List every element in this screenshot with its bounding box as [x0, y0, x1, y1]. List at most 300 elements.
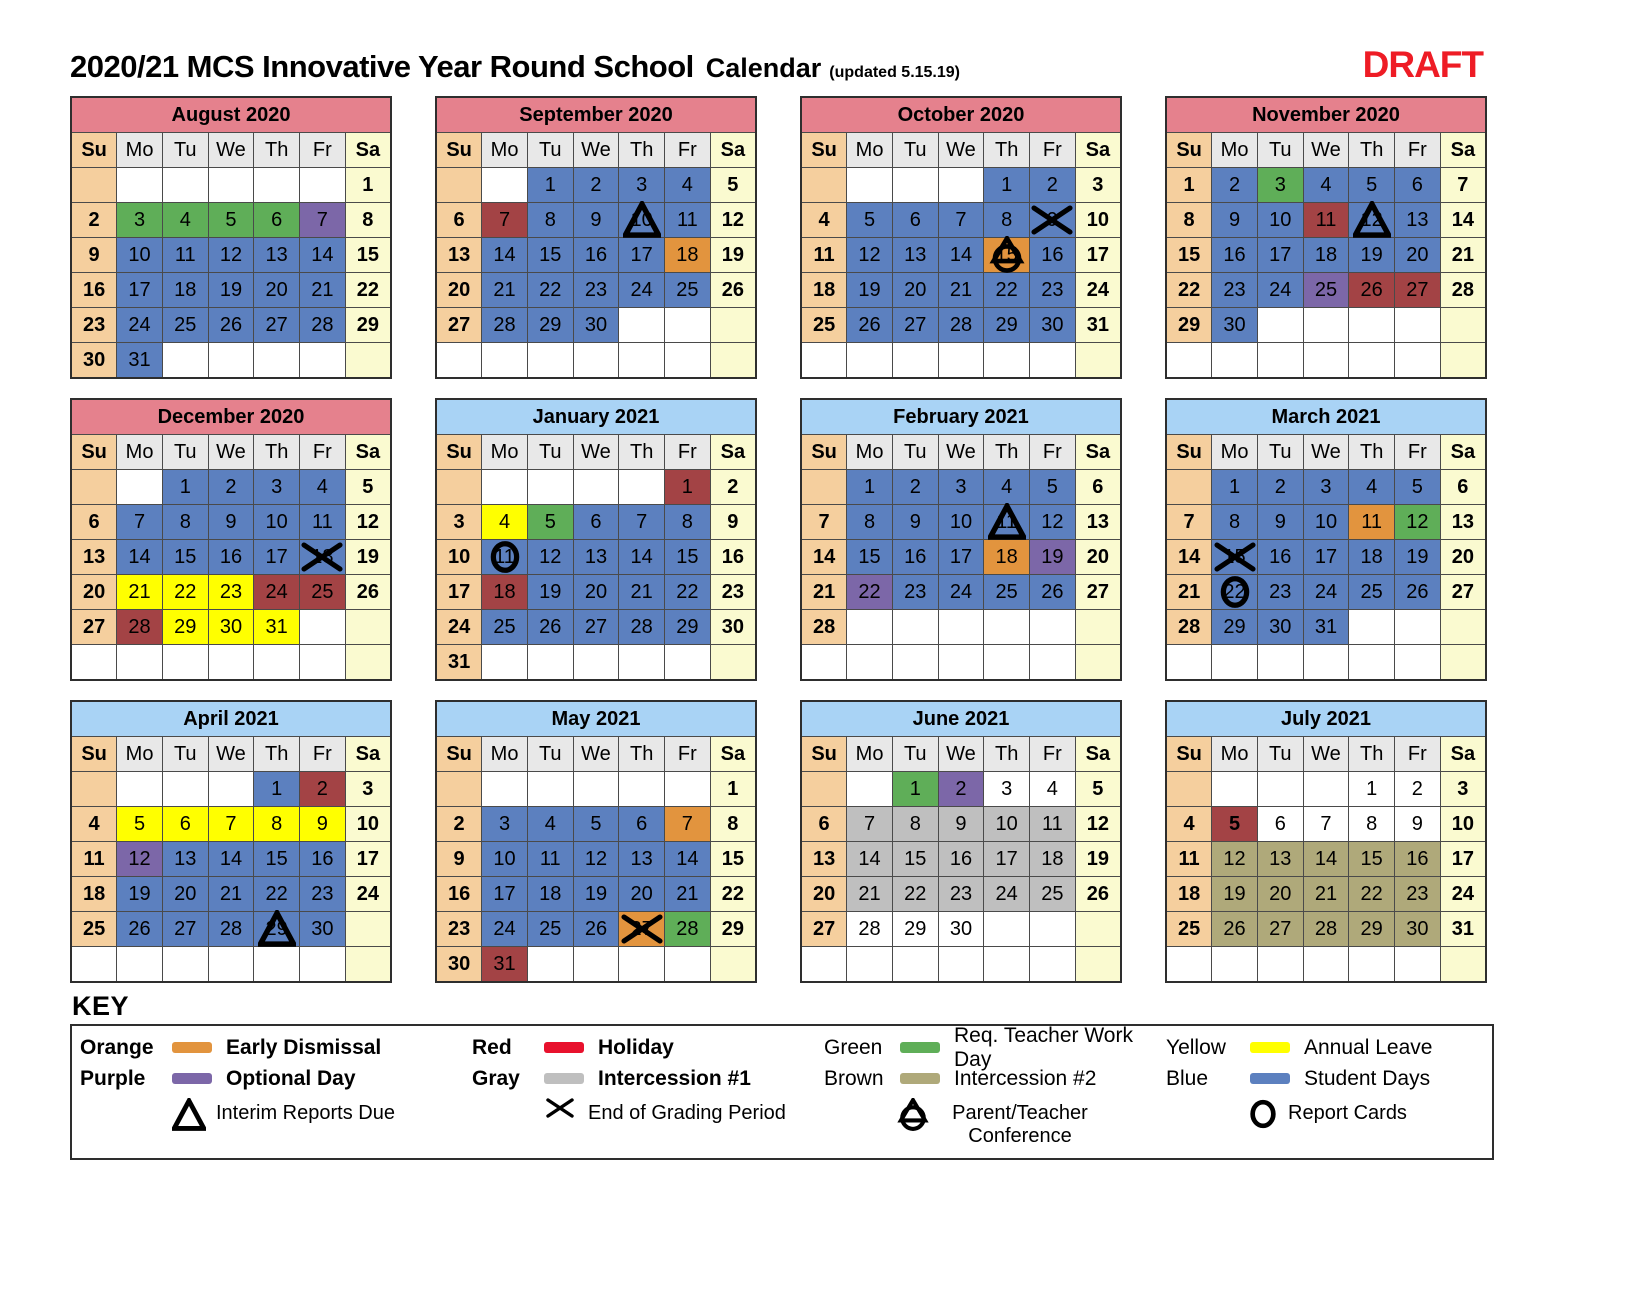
day-cell: [1395, 343, 1441, 379]
weekday-header-th: Th: [619, 435, 665, 470]
day-cell: 10: [436, 540, 482, 575]
day-cell: 29: [527, 308, 573, 343]
day-cell: 29: [984, 308, 1030, 343]
day-cell: [71, 168, 117, 203]
day-cell: 25: [300, 575, 346, 610]
day-cell: [938, 343, 984, 379]
weekday-header-fr: Fr: [300, 737, 346, 772]
day-cell: [1395, 947, 1441, 983]
day-cell: 19: [573, 877, 619, 912]
day-cell: 20: [1440, 540, 1486, 575]
weekday-header-tu: Tu: [162, 133, 208, 168]
day-cell: [208, 645, 254, 681]
day-cell: 23: [938, 877, 984, 912]
key-color-name: Red: [472, 1035, 512, 1059]
day-cell: 23: [436, 912, 482, 947]
day-cell: 12: [1030, 505, 1076, 540]
day-cell: [436, 168, 482, 203]
month-august-2020: [70, 96, 392, 379]
day-cell: 25: [527, 912, 573, 947]
key-color-swatch: [900, 1042, 940, 1053]
day-cell: 28: [482, 308, 528, 343]
day-cell: 4: [1166, 807, 1212, 842]
day-cell: 10: [984, 807, 1030, 842]
weekday-header-we: We: [1303, 435, 1349, 470]
day-cell: [482, 168, 528, 203]
day-cell: [345, 912, 391, 947]
day-cell: 3: [1440, 772, 1486, 807]
day-cell: 19: [1075, 842, 1121, 877]
day-cell: [208, 343, 254, 379]
day-cell: 28: [1303, 912, 1349, 947]
day-cell: 9: [71, 238, 117, 273]
day-cell: [984, 343, 1030, 379]
day-cell: 19: [117, 877, 163, 912]
day-cell: 18: [1349, 540, 1395, 575]
day-cell: 21: [1440, 238, 1486, 273]
day-cell: 7: [665, 807, 711, 842]
day-cell: 26: [1212, 912, 1258, 947]
day-cell: 31: [482, 947, 528, 983]
month-title: March 2021: [1166, 399, 1486, 435]
month-title: November 2020: [1166, 97, 1486, 133]
day-cell: [436, 470, 482, 505]
day-cell: 1: [1212, 470, 1258, 505]
day-cell: [665, 947, 711, 983]
day-cell: [208, 168, 254, 203]
day-cell: 18: [984, 540, 1030, 575]
day-cell: 18: [1303, 238, 1349, 273]
day-cell: [1030, 645, 1076, 681]
day-cell: 23: [892, 575, 938, 610]
weekday-header-mo: Mo: [1212, 435, 1258, 470]
key-label: Intercession #1: [598, 1066, 751, 1090]
day-cell: [482, 343, 528, 379]
day-cell: [254, 343, 300, 379]
day-cell: [254, 645, 300, 681]
day-cell: [1349, 343, 1395, 379]
day-cell: 3: [345, 772, 391, 807]
day-cell: [71, 645, 117, 681]
day-cell: 20: [1075, 540, 1121, 575]
weekday-header-mo: Mo: [1212, 737, 1258, 772]
day-cell: [801, 947, 847, 983]
day-cell: 12: [1349, 203, 1395, 238]
day-cell: 12: [710, 203, 756, 238]
day-cell: 6: [162, 807, 208, 842]
day-cell: [1030, 610, 1076, 645]
day-cell: 28: [938, 308, 984, 343]
weekday-header-fr: Fr: [1030, 435, 1076, 470]
day-cell: 31: [117, 343, 163, 379]
day-cell: 12: [1395, 505, 1441, 540]
day-cell: 15: [847, 540, 893, 575]
key-item-annual-leave: [1158, 1032, 1488, 1063]
month-october-2020: [800, 96, 1122, 379]
day-cell: 7: [1166, 505, 1212, 540]
day-cell: [573, 645, 619, 681]
day-cell: 22: [345, 273, 391, 308]
day-cell: 27: [254, 308, 300, 343]
month-may-2021: [435, 700, 757, 983]
day-cell: 21: [300, 273, 346, 308]
weekday-header-sa: Sa: [710, 133, 756, 168]
day-cell: 11: [801, 238, 847, 273]
day-cell: 14: [847, 842, 893, 877]
weekday-header-tu: Tu: [892, 737, 938, 772]
day-cell: 9: [938, 807, 984, 842]
day-cell: 23: [71, 308, 117, 343]
day-cell: 5: [1212, 807, 1258, 842]
day-cell: [117, 470, 163, 505]
key-color-name: Purple: [80, 1066, 146, 1090]
day-cell: 8: [254, 807, 300, 842]
day-cell: 21: [1166, 575, 1212, 610]
day-cell: [710, 343, 756, 379]
day-cell: 23: [1030, 273, 1076, 308]
day-cell: 29: [892, 912, 938, 947]
key-color-name: Green: [824, 1035, 883, 1059]
day-cell: 8: [892, 807, 938, 842]
day-cell: 20: [801, 877, 847, 912]
key-label: Early Dismissal: [226, 1035, 382, 1059]
month-title: July 2021: [1166, 701, 1486, 737]
weekday-header-th: Th: [984, 737, 1030, 772]
weekday-header-mo: Mo: [482, 435, 528, 470]
key-color-name: Blue: [1166, 1066, 1209, 1090]
key-label: Student Days: [1304, 1066, 1431, 1090]
weekday-header-tu: Tu: [162, 435, 208, 470]
day-cell: 11: [1166, 842, 1212, 877]
weekday-header-tu: Tu: [892, 435, 938, 470]
day-cell: 27: [801, 912, 847, 947]
day-cell: 17: [1303, 540, 1349, 575]
day-cell: 15: [345, 238, 391, 273]
day-cell: 4: [984, 470, 1030, 505]
day-cell: 14: [1303, 842, 1349, 877]
weekday-header-th: Th: [1349, 737, 1395, 772]
day-cell: 14: [1440, 203, 1486, 238]
day-cell: 18: [665, 238, 711, 273]
day-cell: [1075, 912, 1121, 947]
day-cell: 28: [665, 912, 711, 947]
day-cell: 8: [1166, 203, 1212, 238]
day-cell: 12: [208, 238, 254, 273]
weekday-header-we: We: [573, 435, 619, 470]
day-cell: [892, 610, 938, 645]
day-cell: 16: [938, 842, 984, 877]
day-cell: 13: [1440, 505, 1486, 540]
key-color-swatch: [544, 1073, 584, 1084]
end-of-grading-icon: [542, 1098, 578, 1118]
day-cell: 19: [1395, 540, 1441, 575]
day-cell: 13: [892, 238, 938, 273]
key-column: [816, 1023, 1158, 1158]
day-cell: [847, 343, 893, 379]
month-february-2021: [800, 398, 1122, 681]
day-cell: 15: [162, 540, 208, 575]
weekday-header-fr: Fr: [1395, 435, 1441, 470]
day-cell: 23: [1257, 575, 1303, 610]
weekday-header-su: Su: [436, 133, 482, 168]
day-cell: 31: [254, 610, 300, 645]
day-cell: 11: [1303, 203, 1349, 238]
day-cell: 19: [847, 273, 893, 308]
day-cell: [573, 947, 619, 983]
day-cell: 21: [938, 273, 984, 308]
day-cell: [300, 645, 346, 681]
day-cell: 16: [710, 540, 756, 575]
day-cell: 17: [984, 842, 1030, 877]
day-cell: 20: [1257, 877, 1303, 912]
month-march-2021: [1165, 398, 1487, 681]
day-cell: [573, 343, 619, 379]
day-cell: 17: [1075, 238, 1121, 273]
day-cell: [801, 343, 847, 379]
day-cell: [1166, 343, 1212, 379]
day-cell: 12: [847, 238, 893, 273]
month-november-2020: [1165, 96, 1487, 379]
weekday-header-sa: Sa: [345, 737, 391, 772]
month-july-2021: [1165, 700, 1487, 983]
day-cell: 31: [1440, 912, 1486, 947]
day-cell: 3: [938, 470, 984, 505]
weekday-header-tu: Tu: [1257, 133, 1303, 168]
day-cell: 28: [300, 308, 346, 343]
weekday-header-fr: Fr: [300, 133, 346, 168]
weekday-header-we: We: [938, 133, 984, 168]
day-cell: 9: [892, 505, 938, 540]
day-cell: 3: [984, 772, 1030, 807]
day-cell: 28: [847, 912, 893, 947]
day-cell: 18: [482, 575, 528, 610]
weekday-header-we: We: [573, 737, 619, 772]
day-cell: [984, 912, 1030, 947]
day-cell: 7: [938, 203, 984, 238]
interim-reports-icon: [172, 1098, 206, 1132]
day-cell: 17: [1257, 238, 1303, 273]
day-cell: [117, 772, 163, 807]
day-cell: 8: [710, 807, 756, 842]
day-cell: 25: [71, 912, 117, 947]
day-cell: [254, 168, 300, 203]
day-cell: 14: [938, 238, 984, 273]
weekday-header-fr: Fr: [665, 737, 711, 772]
day-cell: 16: [1257, 540, 1303, 575]
day-cell: [984, 645, 1030, 681]
day-cell: [1166, 645, 1212, 681]
day-cell: [665, 772, 711, 807]
month-title: May 2021: [436, 701, 756, 737]
day-cell: 27: [573, 610, 619, 645]
day-cell: 29: [1166, 308, 1212, 343]
day-cell: 1: [1349, 772, 1395, 807]
day-cell: 8: [984, 203, 1030, 238]
day-cell: [665, 645, 711, 681]
day-cell: [300, 343, 346, 379]
day-cell: [527, 947, 573, 983]
day-cell: [1395, 610, 1441, 645]
day-cell: [345, 645, 391, 681]
day-cell: 28: [117, 610, 163, 645]
day-cell: 11: [1349, 505, 1395, 540]
day-cell: [117, 168, 163, 203]
day-cell: 3: [1257, 168, 1303, 203]
day-cell: 16: [1212, 238, 1258, 273]
day-cell: 18: [1166, 877, 1212, 912]
day-cell: 27: [1440, 575, 1486, 610]
day-cell: [300, 610, 346, 645]
day-cell: 6: [1257, 807, 1303, 842]
day-cell: 15: [665, 540, 711, 575]
day-cell: 11: [527, 842, 573, 877]
weekday-header-su: Su: [801, 737, 847, 772]
day-cell: 1: [162, 470, 208, 505]
day-cell: 27: [436, 308, 482, 343]
day-cell: 16: [573, 238, 619, 273]
day-cell: 15: [1349, 842, 1395, 877]
day-cell: [300, 168, 346, 203]
day-cell: [117, 645, 163, 681]
day-cell: [1257, 308, 1303, 343]
day-cell: 11: [984, 505, 1030, 540]
day-cell: 27: [71, 610, 117, 645]
month-title: April 2021: [71, 701, 391, 737]
day-cell: 25: [482, 610, 528, 645]
day-cell: 17: [345, 842, 391, 877]
day-cell: [436, 343, 482, 379]
weekday-header-mo: Mo: [482, 133, 528, 168]
day-cell: [1303, 772, 1349, 807]
weekday-header-we: We: [1303, 737, 1349, 772]
day-cell: 18: [71, 877, 117, 912]
weekday-header-th: Th: [254, 737, 300, 772]
day-cell: 27: [162, 912, 208, 947]
day-cell: 4: [801, 203, 847, 238]
day-cell: [665, 343, 711, 379]
day-cell: [984, 947, 1030, 983]
day-cell: [892, 168, 938, 203]
day-cell: 24: [984, 877, 1030, 912]
weekday-header-tu: Tu: [527, 133, 573, 168]
day-cell: 7: [1440, 168, 1486, 203]
day-cell: 3: [117, 203, 163, 238]
day-cell: [345, 947, 391, 983]
day-cell: 10: [1075, 203, 1121, 238]
day-cell: 23: [208, 575, 254, 610]
day-cell: [162, 168, 208, 203]
month-january-2021: [435, 398, 757, 681]
day-cell: 13: [573, 540, 619, 575]
day-cell: 26: [117, 912, 163, 947]
day-cell: 7: [1303, 807, 1349, 842]
day-cell: [162, 645, 208, 681]
day-cell: 4: [527, 807, 573, 842]
day-cell: [1030, 947, 1076, 983]
key-column: [1158, 1032, 1488, 1158]
day-cell: 8: [1212, 505, 1258, 540]
day-cell: [1166, 947, 1212, 983]
day-cell: [1257, 645, 1303, 681]
day-cell: 30: [436, 947, 482, 983]
day-cell: 8: [527, 203, 573, 238]
day-cell: 19: [527, 575, 573, 610]
day-cell: 3: [1075, 168, 1121, 203]
weekday-header-tu: Tu: [527, 435, 573, 470]
day-cell: [117, 947, 163, 983]
day-cell: 28: [208, 912, 254, 947]
day-cell: 25: [1303, 273, 1349, 308]
day-cell: 13: [436, 238, 482, 273]
day-cell: [619, 343, 665, 379]
weekday-header-fr: Fr: [1395, 737, 1441, 772]
day-cell: 22: [1212, 575, 1258, 610]
day-cell: 9: [1030, 203, 1076, 238]
weekday-header-su: Su: [1166, 435, 1212, 470]
day-cell: 29: [254, 912, 300, 947]
day-cell: 20: [619, 877, 665, 912]
day-cell: [208, 772, 254, 807]
day-cell: 24: [436, 610, 482, 645]
key-item-parent-teacher-conference: [816, 1098, 1158, 1148]
calendar-page: [0, 44, 1638, 1310]
day-cell: 21: [619, 575, 665, 610]
day-cell: 3: [436, 505, 482, 540]
weekday-header-su: Su: [436, 737, 482, 772]
day-cell: 24: [254, 575, 300, 610]
key-label: Holiday: [598, 1035, 674, 1059]
day-cell: 10: [619, 203, 665, 238]
day-cell: [619, 947, 665, 983]
weekday-header-su: Su: [436, 435, 482, 470]
weekday-header-su: Su: [71, 133, 117, 168]
day-cell: 31: [436, 645, 482, 681]
day-cell: [801, 168, 847, 203]
day-cell: 15: [254, 842, 300, 877]
day-cell: 1: [892, 772, 938, 807]
key-item-holiday: [464, 1032, 816, 1063]
day-cell: 7: [619, 505, 665, 540]
day-cell: 10: [938, 505, 984, 540]
month-june-2021: [800, 700, 1122, 983]
day-cell: 2: [436, 807, 482, 842]
day-cell: 27: [1257, 912, 1303, 947]
day-cell: 22: [254, 877, 300, 912]
page-title-calendar: Calendar: [705, 53, 822, 83]
day-cell: [208, 947, 254, 983]
day-cell: [527, 772, 573, 807]
day-cell: 25: [1030, 877, 1076, 912]
day-cell: 6: [1395, 168, 1441, 203]
key-item-optional-day: [72, 1063, 464, 1094]
day-cell: [1212, 772, 1258, 807]
day-cell: 4: [71, 807, 117, 842]
day-cell: [1349, 947, 1395, 983]
day-cell: 2: [1395, 772, 1441, 807]
day-cell: 2: [573, 168, 619, 203]
key-item-req-teacher-work-day: [816, 1023, 1158, 1071]
day-cell: 11: [71, 842, 117, 877]
day-cell: [847, 645, 893, 681]
day-cell: 14: [801, 540, 847, 575]
report-cards-icon: [1248, 1098, 1278, 1130]
month-title: October 2020: [801, 97, 1121, 133]
day-cell: 6: [254, 203, 300, 238]
day-cell: 11: [1030, 807, 1076, 842]
day-cell: 5: [573, 807, 619, 842]
day-cell: 4: [482, 505, 528, 540]
day-cell: 24: [938, 575, 984, 610]
